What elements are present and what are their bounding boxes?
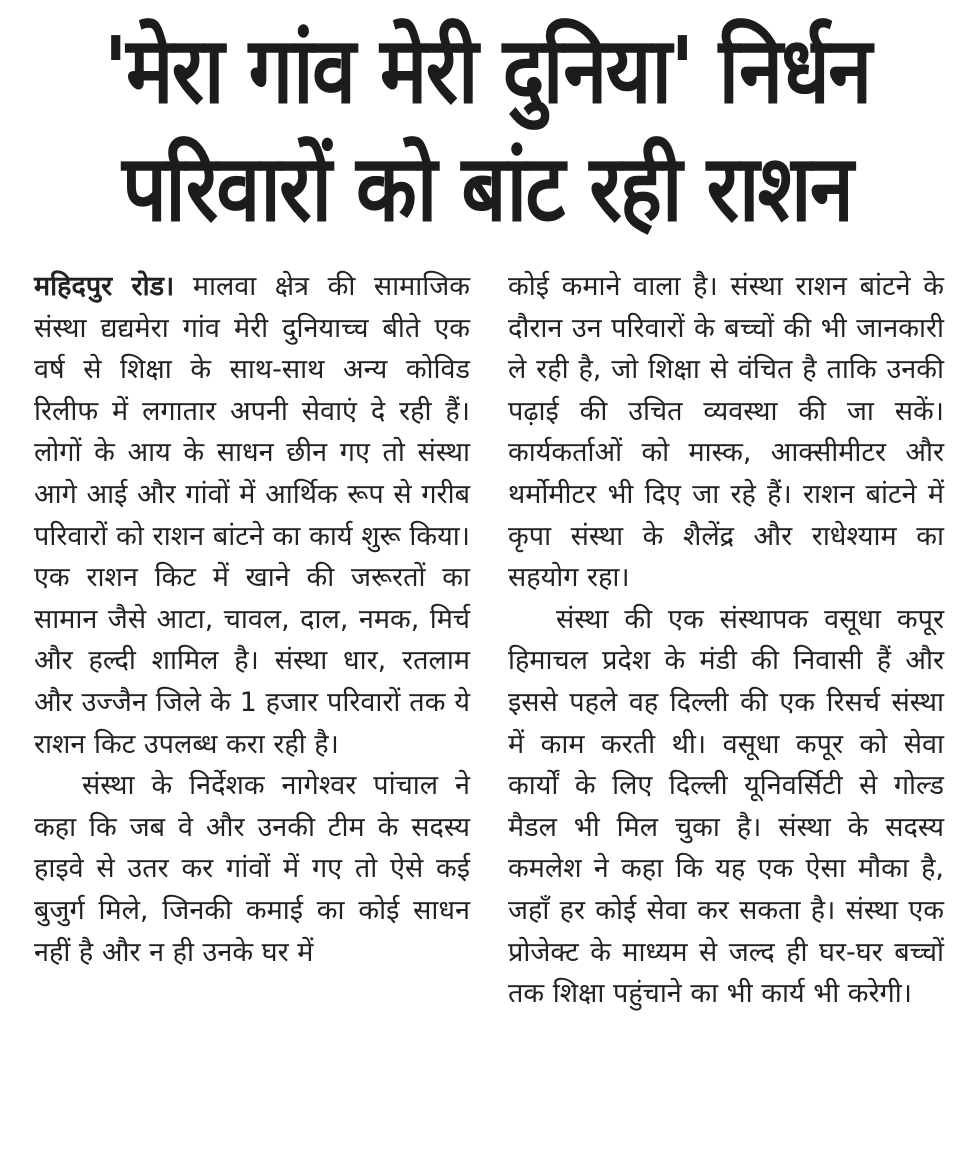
left-column	[34, 266, 470, 973]
headline-line-2: परिवारों को बांट रही राशन	[121, 135, 853, 242]
headline	[0, 0, 974, 248]
paragraph: संस्था के निर्देशक नागेश्वर पांचाल ने कहा कि जब वे और उनकी टीम के सदस्य हाइवे से उतर कर गांवों में गए तो ऐसे कई बुजुर्ग मिले, जिनकी कमाई का कोई साधन नहीं है और न ही उनके घर में	[34, 770, 470, 968]
paragraph: कोई कमाने वाला है। संस्था राशन बांटने के दौरान उन परिवारों के बच्चों की भी जानकारी ले रही है, जो शिक्षा से वंचित है ताकि उनकी पढ़ाई की उचित व्यवस्था की जा सकें। कार्यकर्ताओं को मास्क, आक्सीमीटर और थर्मोमीटर भी दिए जा रहे हैं। राशन बांटने में कृपा संस्था के शैलेंद्र और राधेश्याम का सहयोग रहा।	[508, 271, 944, 594]
dateline: महिदपुर रोड।	[34, 271, 175, 302]
paragraph: संस्था की एक संस्थापक वसूधा कपूर हिमाचल प्रदेश के मंडी की निवासी हैं और इससे पहले वह दिल्ली की एक रिसर्च संस्था में काम करती थी। वसूधा कपूर को सेवा कार्यों के लिए दिल्ली यूनिवर्सिटी से गोल्ड मैडल भी मिल चुका है। संस्था के सदस्य कमलेश ने कहा कि यह एक ऐसा मौका है, जहाँ हर कोई सेवा कर सकता है। संस्था एक प्रोजेक्ट के माध्यम से जल्द ही घर-घर बच्चों तक शिक्षा पहुंचाने का भी कार्य भी करेगी।	[508, 603, 944, 1010]
paragraph-text: मालवा क्षेत्र की सामाजिक संस्था द्यद्यमेरा गांव मेरी दुनियाच्च बीते एक वर्ष से शिक्षा के साथ-साथ अन्य कोविड रिलीफ में लगातार अपनी सेवाएं दे रही हैं। लोगों के आय के साधन छीन गए तो संस्था आगे आई और गांवों में आर्थिक रूप से गरीब परिवारों को राशन बांटने का कार्य शुरू किया। एक राशन किट में खाने की जरूरतों का सामान जैसे आटा, चावल, दाल, नमक, मिर्च और हल्दी शामिल है। संस्था धार, रतलाम और उज्जैन जिले के 1 हजार परिवारों तक ये राशन किट उपलब्ध करा रही है।	[34, 271, 470, 760]
article-body	[34, 266, 954, 1146]
right-column	[508, 266, 944, 1015]
paragraph	[34, 266, 470, 765]
headline-line-1: 'मेरा गांव मेरी दुनिया' निर्धन	[103, 17, 871, 124]
